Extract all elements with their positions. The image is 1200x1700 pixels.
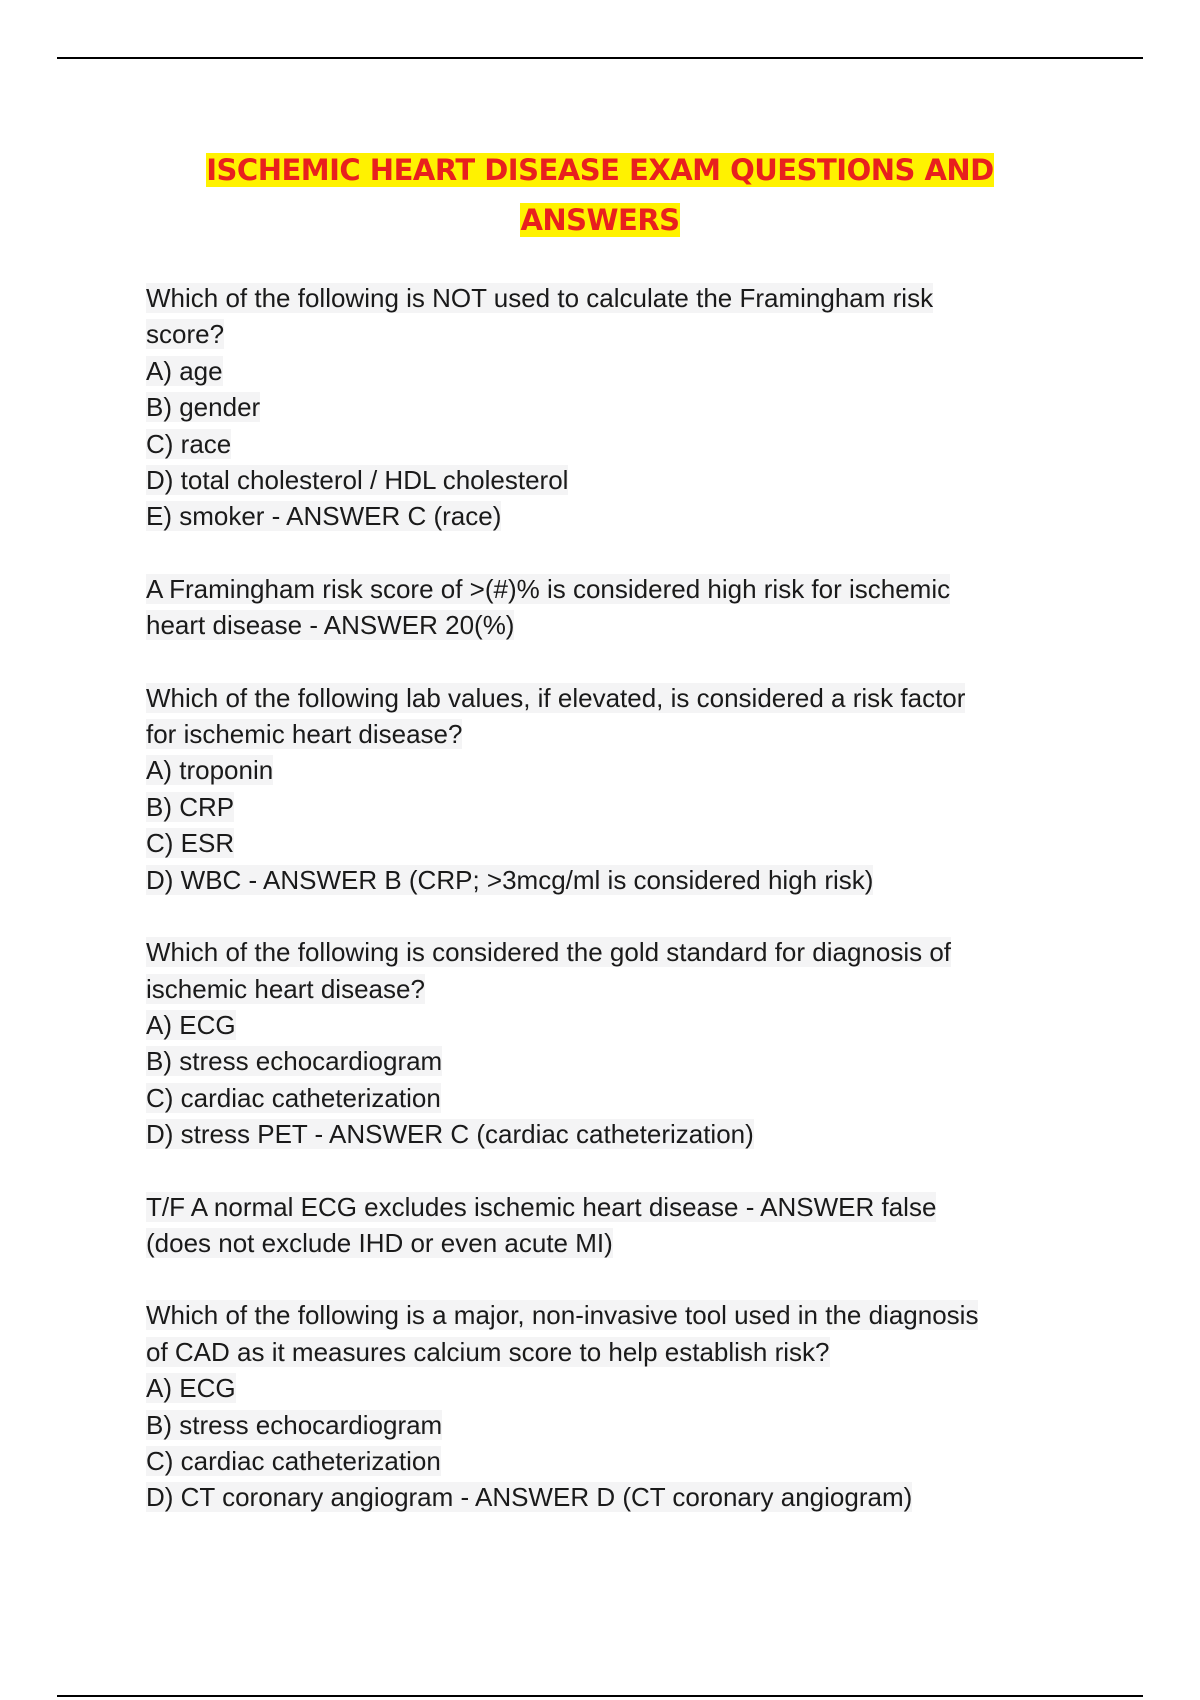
- question-text: A Framingham risk score of >(#)% is considered high risk for ischemic: [146, 573, 951, 604]
- header-rule: [57, 57, 1143, 59]
- answer-option: A) troponin: [146, 755, 274, 786]
- question-text-with-answer: T/F A normal ECG excludes ischemic heart disease - ANSWER false: [146, 1191, 937, 1222]
- answer-option: A) age: [146, 355, 223, 386]
- footer-rule: [57, 1695, 1143, 1697]
- answer-option: B) stress echocardiogram: [146, 1409, 443, 1440]
- question-block-1: [146, 280, 1066, 535]
- question-text: Which of the following is a major, non-invasive tool used in the diagnosis: [146, 1300, 979, 1331]
- question-text: for ischemic heart disease?: [146, 719, 463, 750]
- question-list: [146, 280, 1066, 1552]
- answer-option: B) gender: [146, 392, 261, 423]
- answer-option: B) stress echocardiogram: [146, 1046, 443, 1077]
- question-text: Which of the following is considered the gold standard for diagnosis of: [146, 937, 952, 968]
- question-text: ischemic heart disease?: [146, 973, 425, 1004]
- question-block-3: [146, 680, 1066, 898]
- question-block-2: [146, 571, 1066, 644]
- question-text: Which of the following lab values, if elevated, is considered a risk factor: [146, 682, 966, 713]
- answer-option: C) race: [146, 428, 232, 459]
- answer-option: C) cardiac catheterization: [146, 1445, 441, 1476]
- page-title-line-2: ANSWERS: [520, 203, 680, 237]
- page-title: [146, 145, 1054, 245]
- answer-option: A) ECG: [146, 1009, 236, 1040]
- question-block-6: [146, 1297, 1066, 1515]
- answer-option-with-answer: D) stress PET - ANSWER C (cardiac catheterization): [146, 1119, 754, 1150]
- answer-explanation: (does not exclude IHD or even acute MI): [146, 1227, 613, 1258]
- question-text: Which of the following is NOT used to calculate the Framingham risk: [146, 283, 934, 313]
- question-block-5: [146, 1189, 1066, 1262]
- answer-option: C) ESR: [146, 828, 235, 859]
- answer-option-with-answer: E) smoker - ANSWER C (race): [146, 501, 502, 532]
- page-title-line-1: ISCHEMIC HEART DISEASE EXAM QUESTIONS AND: [206, 153, 994, 187]
- question-text: score?: [146, 319, 225, 350]
- answer-option: C) cardiac catheterization: [146, 1082, 441, 1113]
- answer-option: D) total cholesterol / HDL cholesterol: [146, 465, 569, 496]
- question-text: of CAD as it measures calcium score to help establish risk?: [146, 1336, 830, 1367]
- answer-option: B) CRP: [146, 791, 235, 822]
- answer-option-with-answer: D) WBC - ANSWER B (CRP; >3mcg/ml is considered high risk): [146, 864, 874, 895]
- answer-option: A) ECG: [146, 1373, 236, 1404]
- question-text-with-answer: heart disease - ANSWER 20(%): [146, 610, 515, 641]
- question-block-4: [146, 934, 1066, 1152]
- answer-option-with-answer: D) CT coronary angiogram - ANSWER D (CT coronary angiogram): [146, 1482, 913, 1513]
